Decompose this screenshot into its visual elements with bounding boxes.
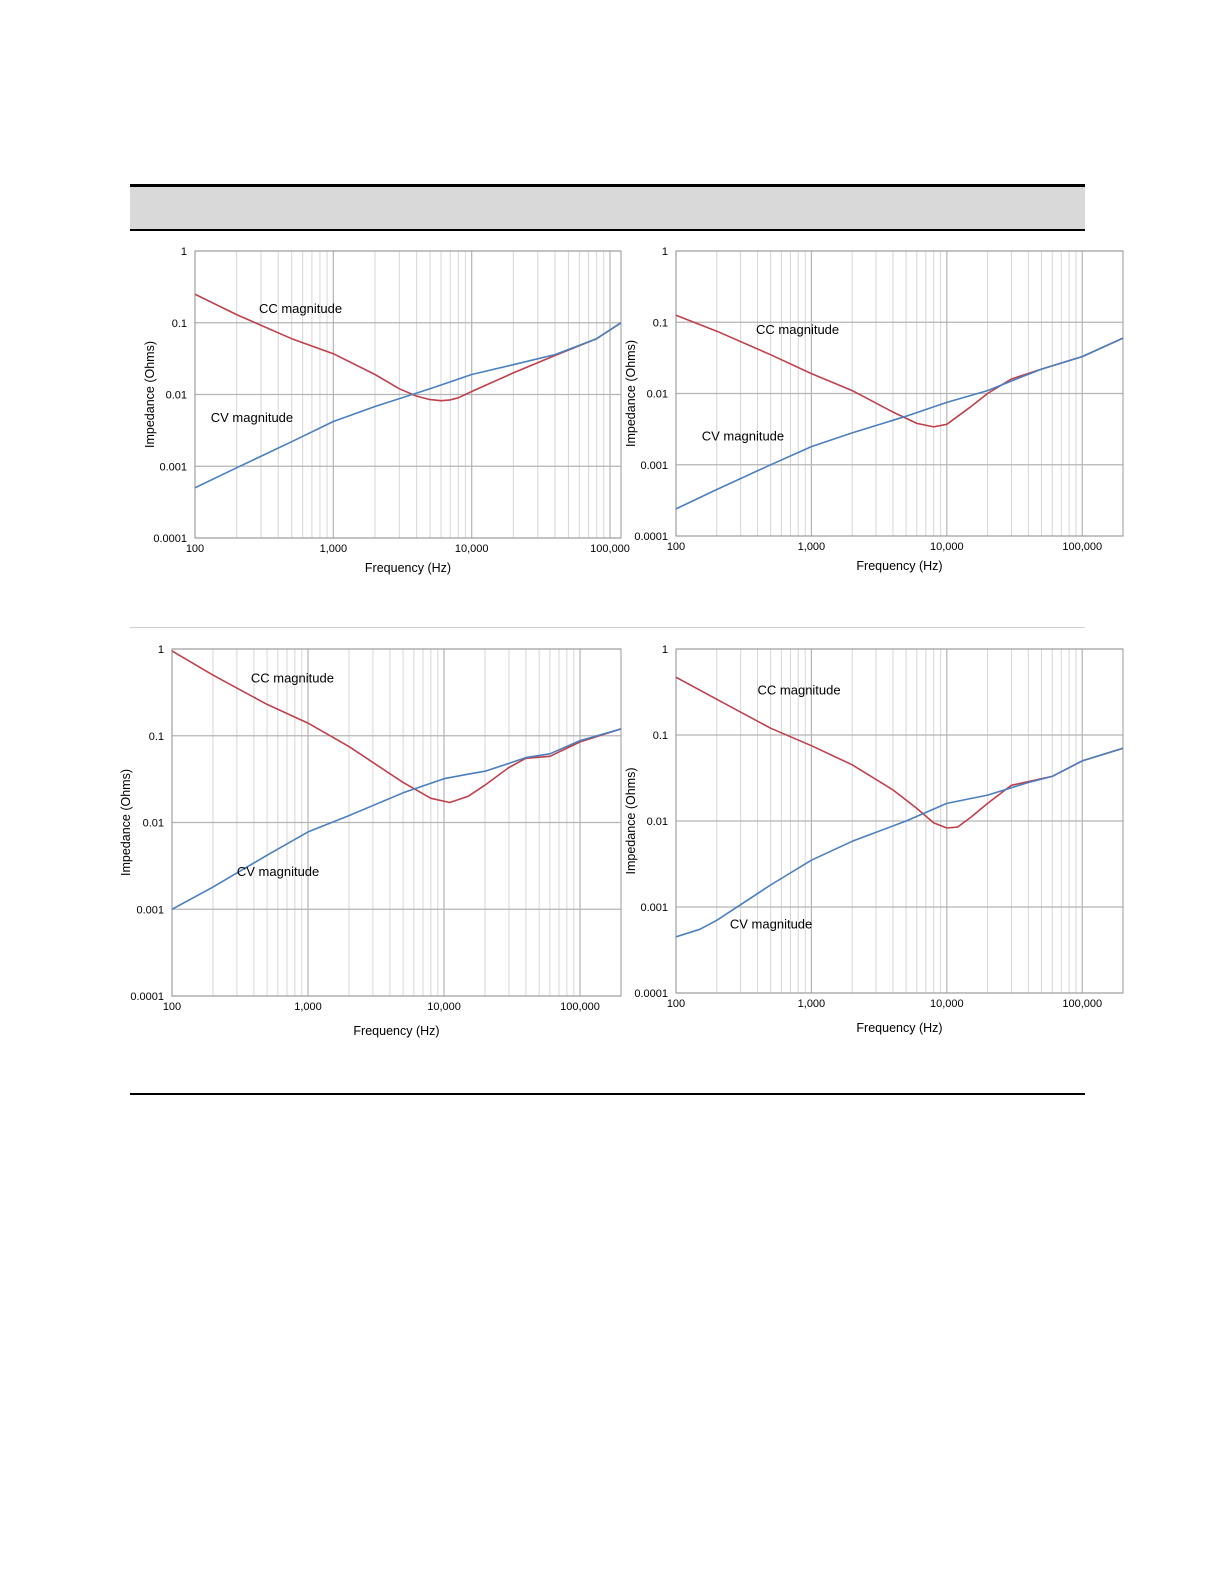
series-annotation: CV magnitude	[210, 410, 294, 426]
y-tick-label: 0.001	[136, 904, 164, 917]
series-line-cc	[676, 677, 1123, 828]
x-axis-title: Frequency (Hz)	[353, 1024, 440, 1038]
x-tick-label: 100	[162, 1001, 182, 1013]
x-tick-label: 100,000	[560, 1001, 600, 1013]
y-tick-label: 1	[157, 644, 164, 656]
series-annotation: CV magnitude	[729, 916, 813, 932]
x-axis-title: Frequency (Hz)	[364, 561, 452, 575]
x-tick-label: 100,000	[1062, 541, 1103, 553]
x-tick-label: 100	[185, 543, 205, 555]
y-tick-label: 0.01	[646, 388, 668, 401]
y-tick-label: 0.0001	[130, 991, 164, 1003]
series-line-cv	[676, 748, 1123, 937]
y-tick-label: 0.0001	[634, 988, 668, 1000]
x-tick-label: 100,000	[1062, 998, 1103, 1010]
y-axis-title: Impedance (Ohms)	[119, 769, 133, 876]
series-annotation: CC magnitude	[250, 670, 334, 686]
y-tick-label: 0.1	[171, 317, 187, 330]
y-tick-label: 0.0001	[634, 531, 668, 543]
x-tick-label: 100,000	[590, 543, 630, 555]
series-annotation: CC magnitude	[757, 682, 841, 698]
y-tick-label: 0.1	[148, 730, 164, 743]
x-tick-label: 1,000	[797, 541, 826, 553]
x-tick-label: 10,000	[454, 543, 489, 555]
y-tick-label: 0.01	[142, 817, 164, 830]
y-tick-label: 1	[661, 246, 668, 258]
y-tick-label: 1	[661, 644, 668, 656]
x-tick-label: 1,000	[294, 1001, 322, 1013]
x-tick-label: 10,000	[929, 998, 964, 1010]
y-tick-label: 0.1	[652, 730, 668, 742]
x-tick-label: 10,000	[427, 1001, 461, 1013]
y-axis-title: Impedance (Ohms)	[624, 767, 638, 875]
y-tick-label: 0.1	[652, 317, 668, 330]
x-tick-label: 1,000	[797, 998, 826, 1010]
x-tick-label: 100	[666, 541, 686, 553]
series-annotation: CC magnitude	[756, 321, 840, 337]
x-tick-label: 100	[666, 998, 686, 1010]
x-axis-title: Frequency (Hz)	[856, 559, 943, 573]
grid-major	[676, 649, 1123, 993]
series-annotation: CC magnitude	[258, 301, 343, 317]
y-tick-label: 0.001	[640, 902, 668, 914]
y-tick-label: 0.001	[640, 459, 668, 472]
y-axis-title: Impedance (Ohms)	[624, 340, 638, 447]
y-tick-label: 0.001	[159, 461, 187, 474]
series-annotation: CV magnitude	[236, 863, 320, 879]
y-tick-label: 1	[180, 246, 187, 258]
y-axis-title: Impedance (Ohms)	[143, 341, 157, 448]
x-axis-title: Frequency (Hz)	[856, 1021, 943, 1035]
y-tick-label: 0.01	[165, 389, 187, 402]
x-tick-label: 10,000	[929, 541, 964, 553]
x-tick-label: 1,000	[319, 543, 348, 555]
series-annotation: CV magnitude	[701, 428, 785, 444]
y-tick-label: 0.0001	[153, 533, 187, 545]
y-tick-label: 0.01	[646, 816, 668, 828]
